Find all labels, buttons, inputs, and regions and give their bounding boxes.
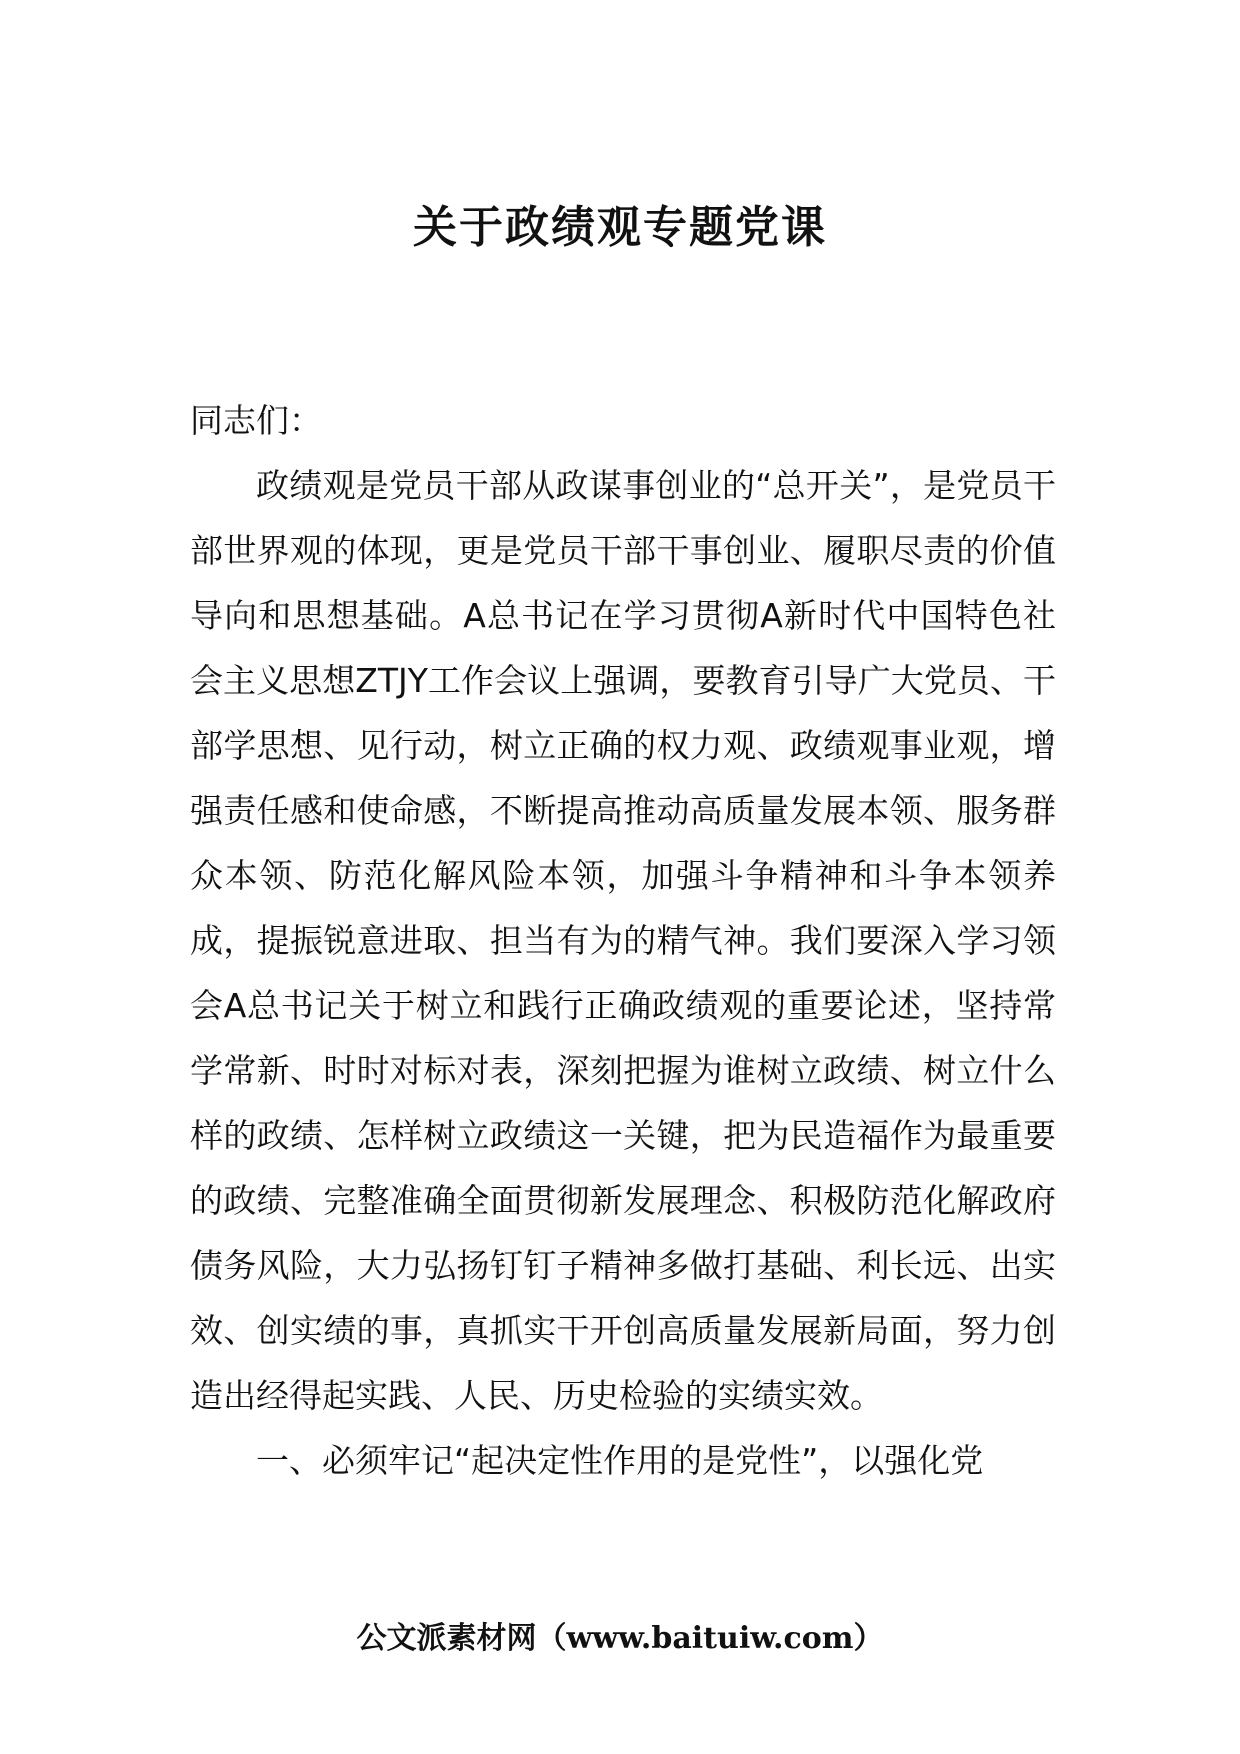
salutation: 同志们： xyxy=(190,401,322,440)
document-title: 关于政绩观专题党课 xyxy=(413,202,827,253)
document-body xyxy=(190,388,1056,1493)
paragraph-intro: 政绩观是党员干部从政谋事创业的“总开关”，是党员干部世界观的体现，更是党员干部干事创业、履职尽责的价值导向和思想基础。A总书记在学习贯彻A新时代中国特色社会主义思想ZTJY工作会议上强调，要教育引导广大党员、干部学思想、见行动，树立正确的权力观、政绩观事业观，增强责任感和使命感，不断提高推动高质量发展本领、服务群众本领、防范化解风险本领，加强斗争精神和斗争本领养成，提振锐意进取、担当有为的精气神。我们要深入学习领会A总书记关于树立和践行正确政绩观的重要论述，坚持常学常新、时时对标对表，深刻把握为谁树立政绩、树立什么样的政绩、怎样树立政绩这一关键，把为民造福作为最重要的政绩、完整准确全面贯彻新发展理念、积极防范化解政府债务风险，大力弘扬钉钉子精神多做打基础、利长远、出实效、创实绩的事，真抓实干开创高质量发展新局面，努力创造出经得起实践、人民、历史检验的实绩实效。 xyxy=(190,466,1056,1415)
paragraph-section-one: 一、必须牢记“起决定性作用的是党性”，以强化党 xyxy=(256,1441,984,1480)
footer-watermark: 公文派素材网（www.baituiw.com） xyxy=(356,1621,884,1656)
